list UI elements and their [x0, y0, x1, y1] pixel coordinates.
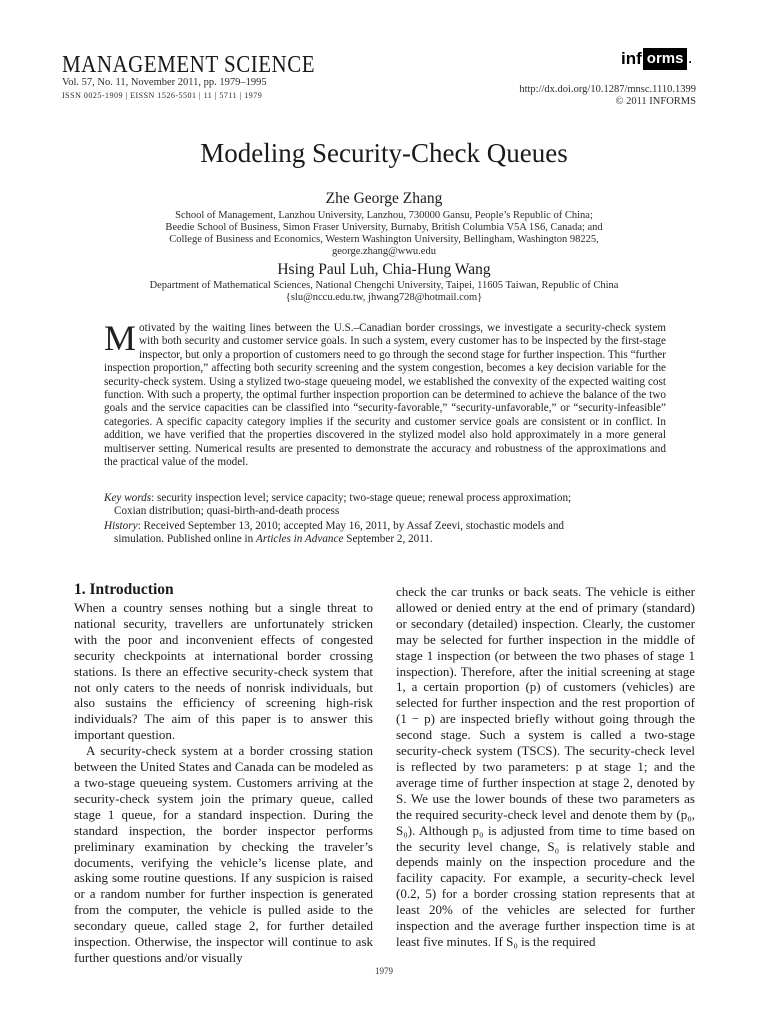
logo-dot: .: [688, 52, 692, 66]
volume-line: Vol. 57, No. 11, November 2011, pp. 1979–1995: [62, 77, 267, 88]
history-label: History: [104, 520, 138, 532]
page-number: 1979: [375, 966, 393, 976]
history-italic: Articles in Advance: [256, 533, 344, 546]
abstract-text: otivated by the waiting lines between the U.S.–Canadian border crossings, we investigate a security-check system with both security and customer service goals. In such a system, every customer has to be inspected by the first-stage inspector, but only a proportion of customers need to go through the second stage for further inspection. This “further inspection proportion,” affecting both security screening and the system congestion, becomes a key decision variable for the security-check system. Using a stylized two-stage queueing model, we established the convexity of the expected waiting cost function. With such a property, the optimal further inspection proportion can be determined to achieve the balance of the two goals and the service capacities can be classified into “security-favorable,” “security-unfavorable,” or “security-infeasible” categories. A specific capacity category implies if the security and customer service goals are consistent or in conflict. In addition, we have verified that the properties discovered in the stylized model also hold approximately in a more general multiserver setting. Numerical results are presented to demonstrate the accuracy and robustness of the approximations and the practical value of the model.: [104, 322, 666, 469]
author-1: Zhe George Zhang: [325, 190, 443, 207]
paper-title: Modeling Security-Check Queues: [200, 138, 568, 168]
copyright: © 2011 INFORMS: [615, 96, 696, 107]
doi-block: [519, 84, 696, 108]
affiliation-line: School of Management, Lanzhou University, Lanzhou, 730000 Gansu, People’s Republic of China;: [175, 210, 593, 221]
keywords: [104, 492, 666, 519]
affiliation-line: Department of Mathematical Sciences, National Chengchi University, Taipei, 11605 Taiwan, Republic of China: [149, 280, 619, 291]
journal-meta: [62, 76, 267, 102]
abstract-dropcap: M: [104, 318, 137, 358]
logo-right: orms: [643, 48, 688, 70]
author-2: Hsing Paul Luh, Chia-Hung Wang: [277, 261, 491, 278]
keywords-label: Key words: [104, 492, 152, 504]
journal-name: MANAGEMENT SCIENCE: [62, 50, 316, 78]
paragraph: When a country senses nothing but a single threat to national security, travellers are unfortunately stricken with the poor and inconvenient effects of congested security checkpoints at international border crossing stations. Is there an effective security-check system that not only caters to the needs of nonrisk individuals, but also sustains the efficiency of screening high-risk individuals? The aim of this paper is to answer this important question.: [74, 600, 373, 743]
issn-text: ISSN 0025-1909 | EISSN 1526-5501 | 11 | 5711 | 1979: [62, 91, 263, 100]
informs-logo: [621, 48, 692, 70]
doi-link[interactable]: http://dx.doi.org/10.1287/mnsc.1110.1399: [519, 84, 696, 95]
right-column: [396, 584, 695, 950]
affiliation-email[interactable]: {slu@nccu.edu.tw, jhwang728@hotmail.com}: [285, 292, 483, 303]
paragraph: A security-check system at a border crossing station between the United States and Canada can be modeled as a two-stage queueing system. Customers arriving at the security-check system join the primary queue, called stage 1 queue, for a standard inspection. During the standard inspection, the border inspector performs preliminary examination by checking the traveler’s documents, verifying the vehicle’s license plate, and asking some routine questions. If any suspicion is raised or a random number for further inspection is generated from the computer, the vehicle is pulled aside to the secondary queue, called stage 2, for further detailed inspection. Otherwise, the inspector will continue to ask further questions and/or visually: [74, 743, 373, 965]
keywords-text: : security inspection level; service capacity; two-stage queue; renewal process approximation;: [151, 492, 572, 504]
affiliation-line: College of Business and Economics, Western Washington University, Bellingham, Washington 98225,: [169, 234, 599, 245]
affiliation-1: [100, 210, 668, 258]
keywords-text-cont: Coxian distribution; quasi-birth-and-death process: [114, 505, 340, 518]
left-column: [74, 600, 373, 966]
history: [104, 520, 666, 547]
history-text-a: simulation. Published online in: [114, 533, 257, 546]
section-title: 1. Introduction: [74, 581, 174, 598]
affiliation-2: [100, 280, 668, 304]
issn-line: [62, 89, 267, 102]
history-text: : Received September 13, 2010; accepted May 16, 2011, by Assaf Zeevi, stochastic models and: [137, 520, 565, 532]
affiliation-line: Beedie School of Business, Simon Fraser University, Burnaby, British Columbia V5A 1S6, Canada; and: [165, 222, 603, 233]
history-text-c: September 2, 2011.: [343, 533, 433, 546]
history-text-cont: [104, 533, 666, 546]
paragraph: check the car trunks or back seats. The vehicle is either allowed or denied entry at the end of primary (standard) or secondary (detailed) inspection. Clearly, the customer may be selected for further inspection in the middle of stage 1 inspection (or between the two phases of stage 1 inspection). Therefore, after the initial screening at stage 1, a certain proportion (p) of customers (vehicles) are selected for further inspection and the rest proportion of (1 − p) are inspected briefly without going through the second stage. Such a system is called a two-stage security-check system (TSCS). The security-check level is reflected by two parameters: p at stage 1; and the average time of further inspection at stage 2, denoted by S. We use the lower bounds of these two parameters as the required security-check level and denote them by (p₀, S₀). Although p₀ is adjusted from time to time based on the security level change, S₀ is relatively stable and depends mainly on the inspection procedure and the facility capacity. For example, a security-check level (0.2, 5) for a border crossing station represents that at least 20% of the vehicles are selected for further inspection and the average further inspection time is at least five minutes. If S₀ is the required: [396, 584, 695, 949]
abstract: [104, 318, 666, 469]
affiliation-email[interactable]: george.zhang@wwu.edu: [332, 246, 436, 257]
logo-left: inf: [621, 49, 642, 68]
